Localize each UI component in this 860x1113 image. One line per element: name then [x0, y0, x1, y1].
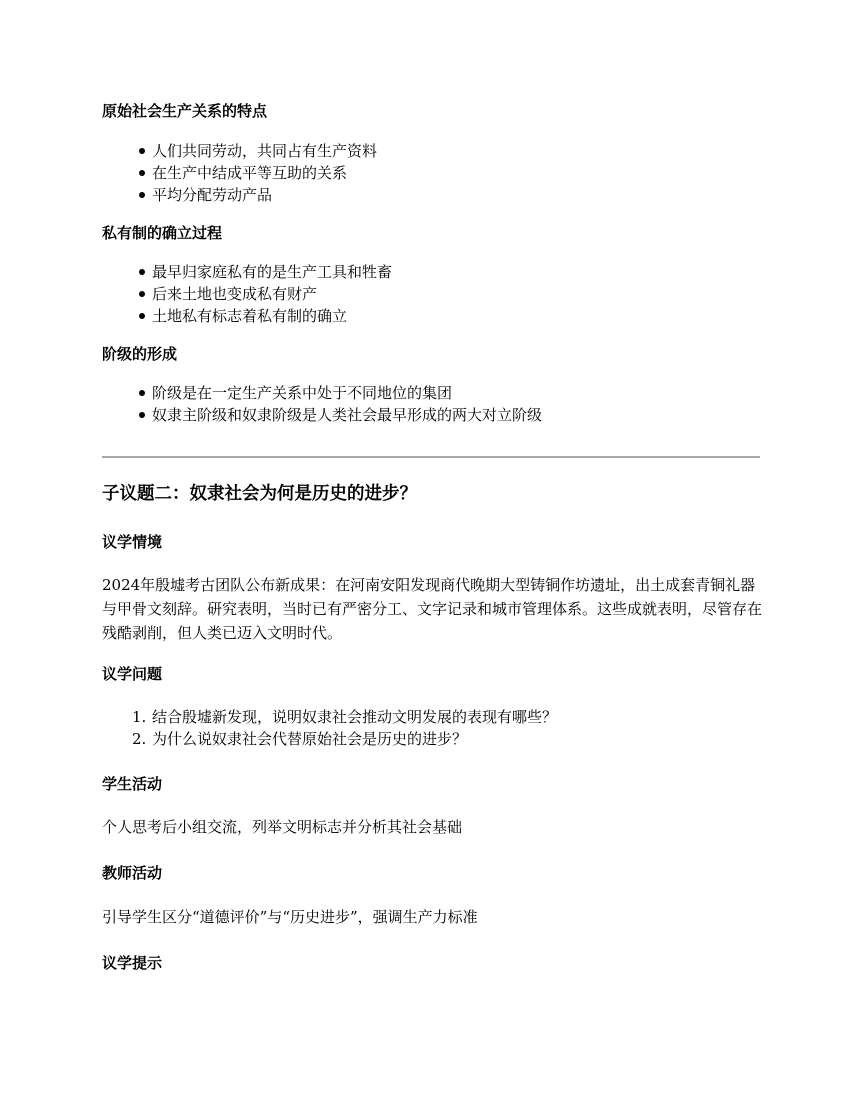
hint-heading: 议学提示 — [102, 954, 163, 972]
horizontal-divider — [102, 456, 760, 458]
item-number: 1. — [132, 708, 147, 726]
question-text: 结合殷墟新发现，说明奴隶社会推动文明发展的表现有哪些？ — [152, 708, 558, 726]
list-item — [102, 728, 557, 750]
list-item: 土地私有标志着私有制的确立 — [102, 305, 392, 327]
list-item: 后来土地也变成私有财产 — [102, 283, 392, 305]
list-item: 在生产中结成平等互助的关系 — [102, 162, 377, 184]
student-text: 个人思考后小组交流，列举文明标志并分析其社会基础 — [102, 818, 463, 836]
item-number: 2. — [132, 730, 147, 748]
questions-heading: 议学问题 — [102, 665, 163, 683]
questions-list — [102, 706, 557, 750]
list-item: 阶级是在一定生产关系中处于不同地位的集团 — [102, 382, 542, 404]
teacher-text: 引导学生区分“道德评价”与“历史进步”，强调生产力标准 — [102, 908, 478, 926]
list-item: 人们共同劳动，共同占有生产资料 — [102, 140, 377, 162]
private-list — [102, 261, 392, 327]
situation-heading: 议学情境 — [102, 533, 163, 551]
list-item: 奴隶主阶级和奴隶阶级是人类社会最早形成的两大对立阶级 — [102, 404, 542, 426]
list-item: 平均分配劳动产品 — [102, 184, 377, 206]
primitive-list — [102, 140, 377, 206]
topic2-title: 子议题二：奴隶社会为何是历史的进步？ — [102, 484, 417, 504]
class-list — [102, 382, 542, 426]
question-text: 为什么说奴隶社会代替原始社会是历史的进步？ — [152, 730, 468, 748]
list-item — [102, 706, 557, 728]
list-item: 最早归家庭私有的是生产工具和牲畜 — [102, 261, 392, 283]
teacher-heading: 教师活动 — [102, 864, 163, 882]
student-heading: 学生活动 — [102, 775, 163, 793]
private-heading: 私有制的确立过程 — [102, 224, 223, 242]
situation-text: 2024年殷墟考古团队公布新成果：在河南安阳发现商代晚期大型铸铜作坊遗址，出土成套青铜礼器与甲骨文刻辞。研究表明，当时已有严密分工、文字记录和城市管理体系。这些成就表明，尽管存在残酷剥削，但人类已迈入文明时代。 — [102, 576, 763, 642]
primitive-heading: 原始社会生产关系的特点 — [102, 102, 268, 120]
class-heading: 阶级的形成 — [102, 345, 178, 363]
